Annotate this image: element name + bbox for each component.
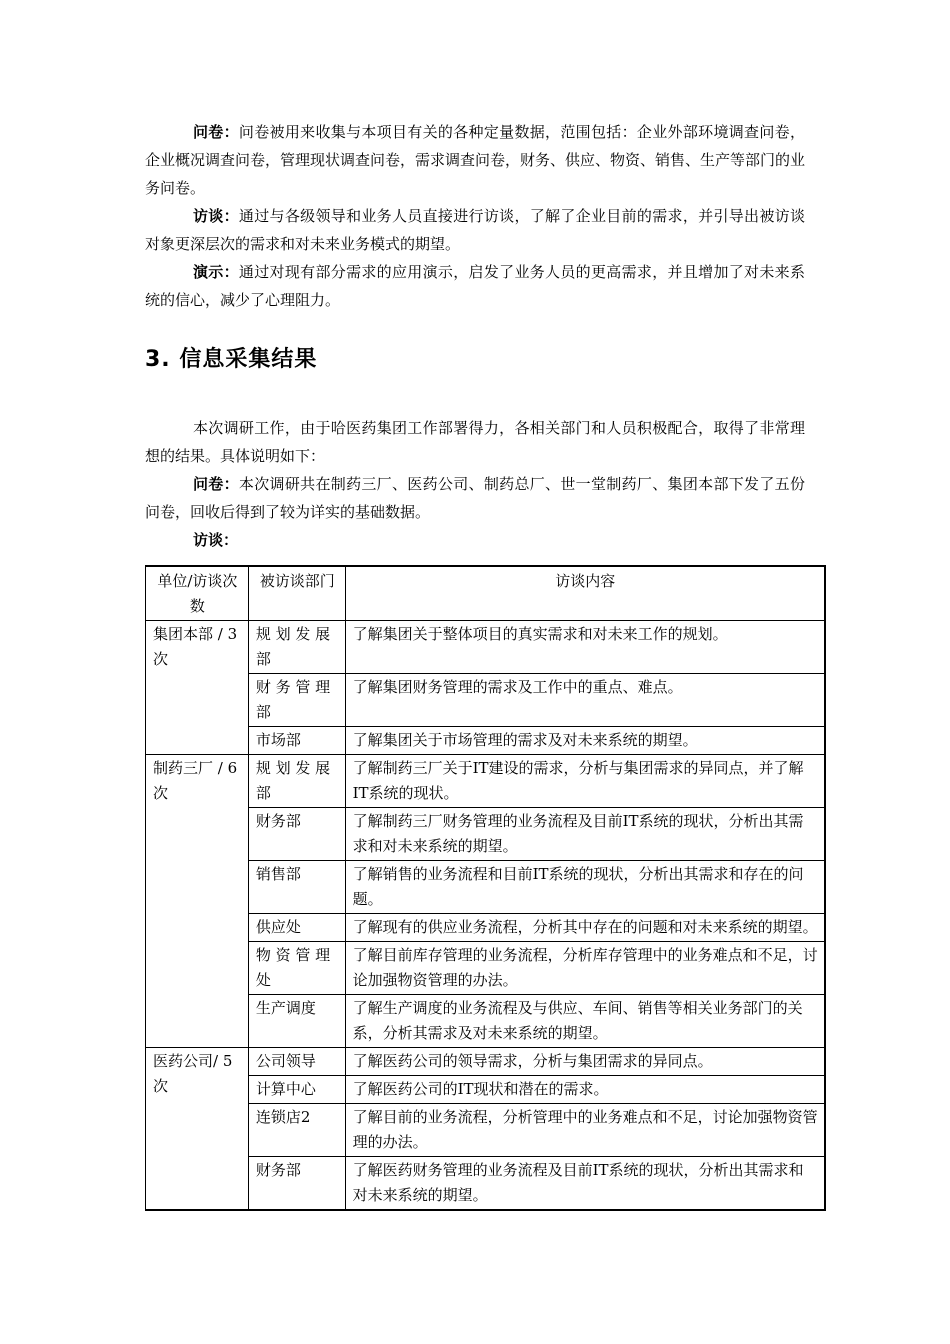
table-row [146,914,826,942]
content-cell: 了解集团财务管理的需求及工作中的重点、难点。 [345,674,825,727]
dept-cell: 供应处 [248,914,345,942]
dept-cell: 生产调度 [248,995,345,1048]
content-cell: 了解生产调度的业务流程及与供应、车间、销售等相关业务部门的关系，分析其需求及对未来系统的期望。 [345,995,825,1048]
intro-questionnaire-text: 问卷被用来收集与本项目有关的各种定量数据，范围包括：企业外部环境调查问卷，企业概况调查问卷，管理现状调查问卷，需求调查问卷，财务、供应、物资、销售、生产等部门的业务问卷。 [145,123,806,197]
table-row [146,942,826,995]
table-row [146,727,826,755]
content-cell: 了解目前库存管理的业务流程，分析库存管理中的业务难点和不足，讨论加强物资管理的办法。 [345,942,825,995]
unit-cell: 集团本部 / 3次 [146,621,249,755]
intro-interview-paragraph [145,202,805,258]
dept-cell: 规 划 发 展 部 [248,621,345,674]
content-cell: 了解制药三厂财务管理的业务流程及目前IT系统的现状，分析出其需求和对未来系统的期望。 [345,808,825,861]
table-row [146,621,826,674]
intro-demo-text: 通过对现有部分需求的应用演示，启发了业务人员的更高需求，并且增加了对未来系统的信心，减少了心理阻力。 [145,263,805,309]
intro-demo-paragraph [145,258,805,314]
intro-interview-text: 通过与各级领导和业务人员直接进行访谈，了解了企业目前的需求，并引导出被访谈对象更深层次的需求和对未来业务模式的期望。 [145,207,805,253]
table-row [146,861,826,914]
section-summary: 本次调研工作，由于哈医药集团工作部署得力，各相关部门和人员积极配合，取得了非常理想的结果。具体说明如下： [145,419,805,465]
table-row [146,755,826,808]
table-row [146,1076,826,1104]
content-cell: 了解目前的业务流程，分析管理中的业务难点和不足，讨论加强物资管理的办法。 [345,1104,825,1157]
header-content: 访谈内容 [345,566,825,621]
table-row [146,1104,826,1157]
dept-cell: 计算中心 [248,1076,345,1104]
header-dept: 被访谈部门 [248,566,345,621]
intro-questionnaire-label: 问卷： [193,123,239,141]
content-cell: 了解销售的业务流程和目前IT系统的现状，分析出其需求和存在的问题。 [345,861,825,914]
unit-cell: 制药三厂 / 6次 [146,755,249,1048]
interview-table [145,565,826,1211]
table-row [146,808,826,861]
table-row [146,1048,826,1076]
dept-cell: 物 资 管 理 处 [248,942,345,995]
content-cell: 了解制药三厂关于IT建设的需求，分析与集团需求的异同点，并了解IT系统的现状。 [345,755,825,808]
dept-cell: 市场部 [248,727,345,755]
unit-cell: 医药公司/ 5次 [146,1048,249,1211]
section-questionnaire-label: 问卷： [193,475,239,493]
dept-cell: 销售部 [248,861,345,914]
dept-cell: 公司领导 [248,1048,345,1076]
table-row [146,674,826,727]
dept-cell: 规 划 发 展 部 [248,755,345,808]
section-heading: 3. 信息采集结果 [145,347,318,372]
table-header-row [146,566,826,621]
dept-cell: 财 务 管 理 部 [248,674,345,727]
content-cell: 了解现有的供应业务流程，分析其中存在的问题和对未来系统的期望。 [345,914,825,942]
content-cell: 了解医药公司的领导需求，分析与集团需求的异同点。 [345,1048,825,1076]
section-interview-label: 访谈： [193,531,239,549]
dept-cell: 连锁店2 [248,1104,345,1157]
table-row [146,995,826,1048]
table-row [146,1157,826,1211]
section-questionnaire-paragraph [145,470,805,526]
content-cell: 了解集团关于市场管理的需求及对未来系统的期望。 [345,727,825,755]
intro-interview-label: 访谈： [193,207,239,225]
content-cell: 了解医药公司的IT现状和潜在的需求。 [345,1076,825,1104]
intro-questionnaire-paragraph [145,118,805,202]
section-questionnaire-text: 本次调研共在制药三厂、医药公司、制药总厂、世一堂制药厂、集团本部下发了五份问卷，回收后得到了较为详实的基础数据。 [145,475,805,521]
content-cell: 了解医药财务管理的业务流程及目前IT系统的现状，分析出其需求和对未来系统的期望。 [345,1157,825,1211]
document-page [145,118,805,554]
dept-cell: 财务部 [248,808,345,861]
intro-demo-label: 演示： [193,263,239,281]
header-unit: 单位/访谈次数 [146,566,249,621]
dept-cell: 财务部 [248,1157,345,1211]
content-cell: 了解集团关于整体项目的真实需求和对未来工作的规划。 [345,621,825,674]
